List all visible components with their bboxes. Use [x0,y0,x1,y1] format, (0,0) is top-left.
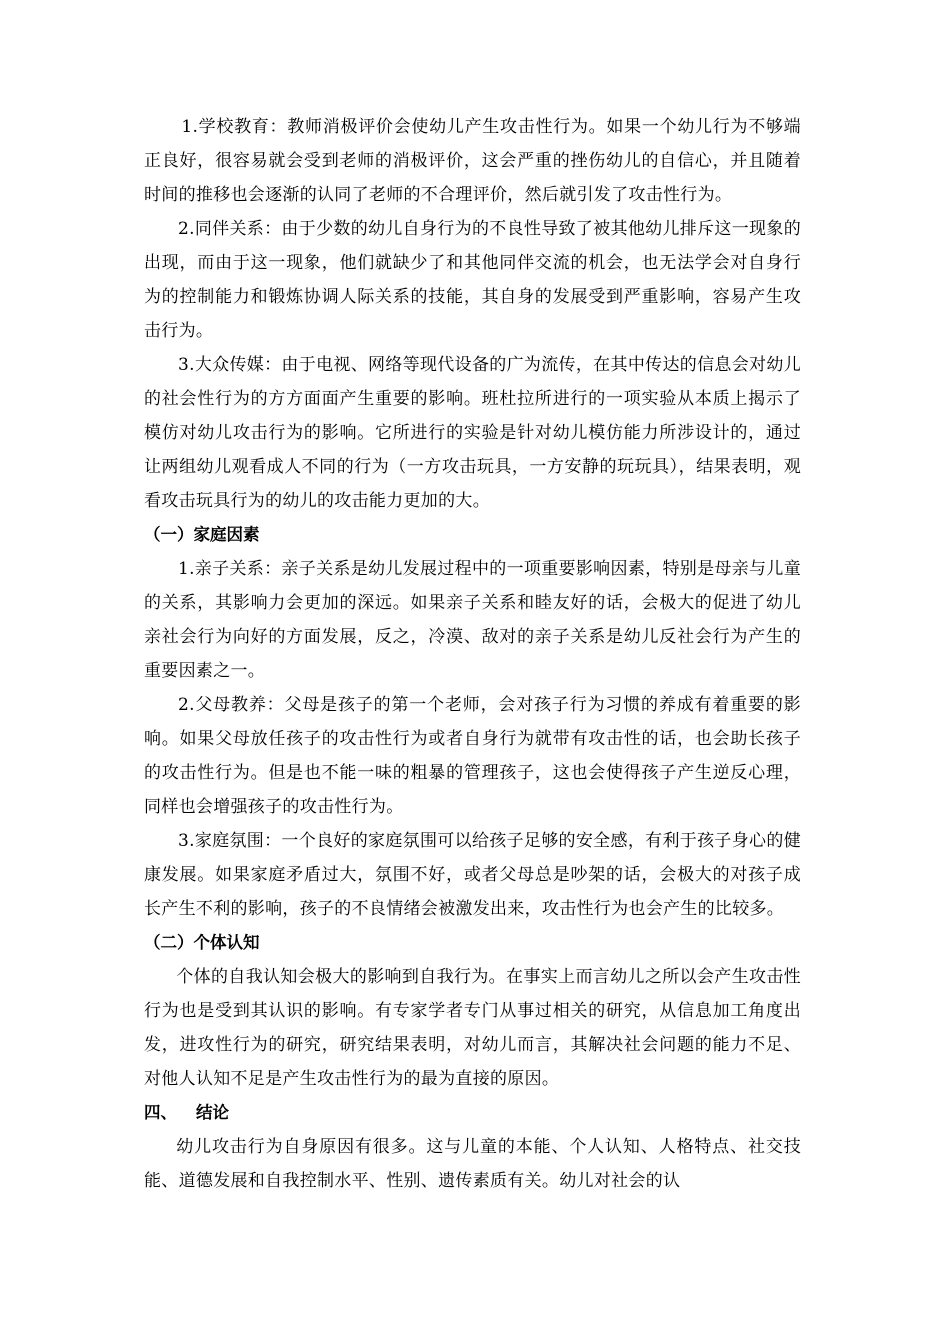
paragraph-peer-relationship: 2.同伴关系：由于少数的幼儿自身行为的不良性导致了被其他幼儿排斥这一现象的出现，而由于这一现象，他们就缺少了和其他同伴交流的机会，也无法学会对自身行为的控制能力和锻炼协调人际关系的技能，其自身的发展受到严重影响，容易产生攻击行为。 [144,219,801,341]
paragraph-parent-child-relationship: 1.亲子关系：亲子关系是幼儿发展过程中的一项重要影响因素，特别是母亲与儿童的关系，其影响力会更加的深远。如果亲子关系和睦友好的话，会极大的促进了幼儿亲社会行为向好的方面发展，反之，冷漠、敌对的亲子关系是幼儿反社会行为产生的重要因素之一。 [144,559,801,681]
paragraph-family-atmosphere: 3.家庭氛围：一个良好的家庭氛围可以给孩子足够的安全感，有利于孩子身心的健康发展。如果家庭矛盾过大，氛围不好，或者父母总是吵架的话，会极大的对孩子成长产生不利的影响，孩子的不良情绪会被激发出来，攻击性行为也会产生的比较多。 [144,831,801,919]
paragraph-school-education: 1.学校教育：教师消极评价会使幼儿产生攻击性行为。如果一个幼儿行为不够端正良好，很容易就会受到老师的消极评价，这会严重的挫伤幼儿的自信心，并且随着时间的推移也会逐渐的认同了老师的不合理评价，然后就引发了攻击性行为。 [144,117,801,205]
paragraph-conclusion: 幼儿攻击行为自身原因有很多。这与儿童的本能、个人认知、人格特点、社交技能、道德发展和自我控制水平、性别、遗传素质有关。幼儿对社会的认 [144,1137,801,1191]
heading-family-factors: （一）家庭因素 [144,525,260,544]
heading-conclusion [144,1096,801,1130]
paragraph-self-cognition: 个体的自我认知会极大的影响到自我行为。在事实上而言幼儿之所以会产生攻击性行为也是受到其认识的影响。有专家学者专门从事过相关的研究，从信息加工角度出发，进攻性行为的研究，研究结果表明，对幼儿而言，其解决社会问题的能力不足、对他人认知不足是产生攻击性行为的最为直接的原因。 [144,967,801,1089]
heading-individual-cognition: （二）个体认知 [144,933,260,952]
paragraph-mass-media: 3.大众传媒：由于电视、网络等现代设备的广为流传，在其中传达的信息会对幼儿的社会性行为的方方面面产生重要的影响。班杜拉所进行的一项实验从本质上揭示了模仿对幼儿攻击行为的影响。它所进行的实验是针对幼儿模仿能力所涉设计的，通过让两组幼儿观看成人不同的行为（一方攻击玩具，一方安静的玩玩具），结果表明，观看攻击玩具行为的幼儿的攻击能力更加的大。 [144,355,801,511]
paragraph-parenting: 2.父母教养：父母是孩子的第一个老师，会对孩子行为习惯的养成有着重要的影响。如果父母放任孩子的攻击性行为或者自身行为就带有攻击性的话，也会助长孩子的攻击性行为。但是也不能一味的粗暴的管理孩子，这也会使得孩子产生逆反心理，同样也会增强孩子的攻击性行为。 [144,695,801,817]
heading-conclusion-number: 四、 [144,1103,177,1122]
heading-conclusion-title: 结论 [196,1103,229,1122]
document-page [144,110,801,1198]
